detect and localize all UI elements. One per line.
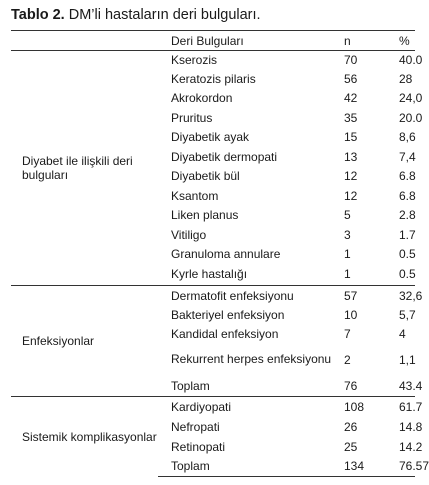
finding-percent: 6.8 — [399, 169, 416, 183]
table-title-number: Tablo 2. — [11, 7, 65, 23]
finding-n: 70 — [341, 51, 393, 69]
finding-n: 2 — [344, 352, 351, 367]
total-n: 134 — [341, 457, 393, 477]
finding-n: 7 — [344, 327, 351, 341]
finding-n: 108 — [341, 397, 393, 417]
finding-percent: 14.8 — [399, 419, 423, 434]
table-row — [11, 286, 415, 306]
finding-n: 35 — [344, 110, 358, 125]
table-row — [11, 397, 415, 417]
finding-n: 13 — [344, 149, 358, 164]
finding-percent: 7,4 — [399, 149, 416, 164]
finding-name: Diyabetik bül — [171, 169, 240, 183]
finding-percent: 1,1 — [399, 352, 416, 367]
table-title-text: DM’li hastaların deri bulguları. — [64, 7, 261, 23]
finding-name: Ksantom — [171, 188, 219, 203]
finding-percent: 6.8 — [399, 188, 416, 203]
finding-percent: 32,6 — [393, 286, 415, 306]
total-percent: 43.4 — [393, 376, 415, 397]
finding-name: Nefropati — [171, 419, 220, 434]
finding-name: Liken planus — [171, 208, 239, 222]
table-header-row — [11, 31, 415, 51]
finding-name: Kardiyopati — [158, 397, 341, 417]
finding-name: Retinopati — [171, 439, 226, 454]
header-skin-findings: Deri Bulguları — [158, 31, 341, 51]
total-percent: 76.57 — [393, 457, 415, 477]
finding-name: Vitiligo — [171, 227, 207, 242]
finding-percent: 61.7 — [393, 397, 415, 417]
finding-name: Kyrle hastalığı — [171, 267, 248, 282]
finding-name: Bakteriyel enfeksiyon — [171, 308, 285, 322]
finding-percent: 40.0 — [393, 51, 415, 69]
table-title — [11, 6, 261, 24]
finding-n: 12 — [344, 188, 358, 203]
finding-name: Kserozis — [158, 51, 341, 69]
finding-n: 3 — [344, 227, 351, 242]
finding-n: 1 — [344, 267, 351, 282]
finding-percent: 24,0 — [399, 91, 423, 105]
finding-percent: 20.0 — [399, 110, 423, 125]
header-percent: % — [393, 31, 415, 51]
finding-n: 15 — [344, 130, 358, 144]
finding-percent: 0.5 — [399, 247, 416, 261]
finding-percent: 14.2 — [399, 439, 423, 454]
total-n: 76 — [341, 376, 393, 397]
finding-n: 57 — [341, 286, 393, 306]
finding-name: Akrokordon — [171, 91, 233, 105]
finding-n: 25 — [344, 439, 358, 454]
finding-percent: 28 — [399, 71, 413, 86]
group-label: Diyabet ile ilişkili deri bulguları — [11, 51, 158, 286]
header-n: n — [341, 31, 393, 51]
finding-percent: 4 — [399, 327, 406, 341]
group-label: Sistemik komplikasyonlar — [11, 397, 158, 477]
finding-name: Granuloma annulare — [171, 247, 281, 261]
total-label: Toplam — [158, 457, 341, 477]
skin-findings-table — [11, 30, 429, 477]
finding-n: 1 — [344, 247, 351, 261]
table-row — [11, 51, 415, 69]
total-label: Toplam — [158, 376, 341, 397]
finding-percent: 2.8 — [399, 208, 416, 222]
finding-name: Dermatofit enfeksiyonu — [158, 286, 341, 306]
finding-name: Diyabetik dermopati — [171, 149, 278, 164]
finding-name: Kandidal enfeksiyon — [171, 327, 279, 341]
finding-name: Rekurrent herpes enfeksiyonu — [171, 352, 332, 366]
finding-n: 56 — [344, 71, 358, 86]
finding-percent: 0.5 — [399, 267, 416, 282]
header-category — [11, 31, 158, 51]
finding-n: 5 — [344, 208, 351, 222]
finding-n: 10 — [344, 308, 358, 322]
finding-percent: 8,6 — [399, 130, 416, 144]
finding-percent: 5,7 — [399, 308, 416, 322]
finding-name: Pruritus — [171, 110, 213, 125]
finding-n: 42 — [344, 91, 358, 105]
finding-n: 12 — [344, 169, 358, 183]
finding-name: Diyabetik ayak — [171, 130, 250, 144]
group-label: Enfeksiyonlar — [11, 286, 158, 397]
finding-name: Keratozis pilaris — [171, 71, 256, 86]
finding-percent: 1.7 — [399, 227, 416, 242]
finding-n: 26 — [344, 419, 358, 434]
